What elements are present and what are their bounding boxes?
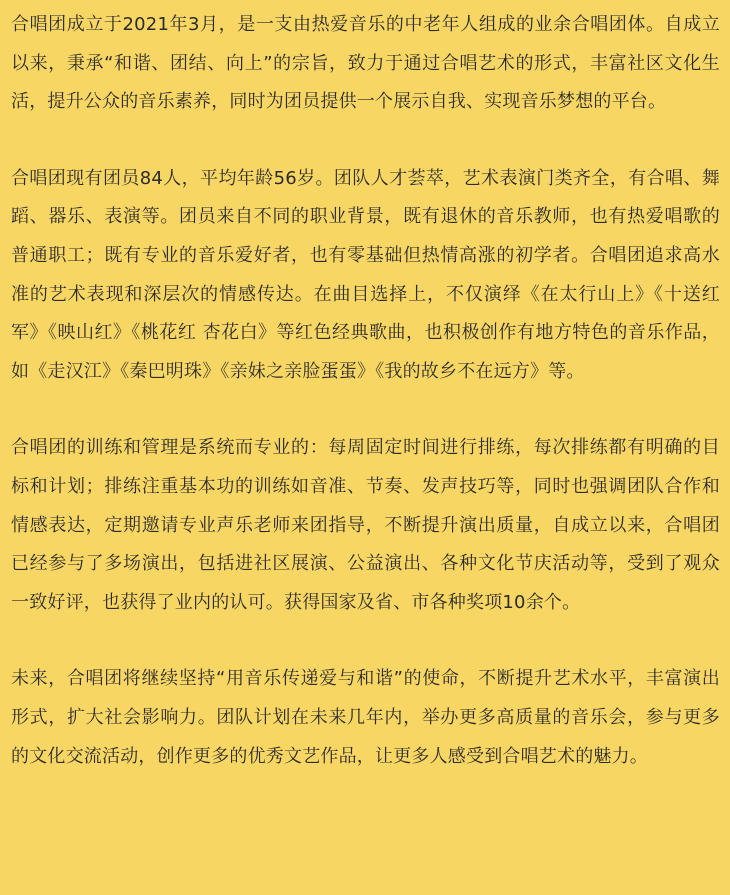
paragraph-founding: 合唱团成立于2021年3月，是一支由热爱音乐的中老年人组成的业余合唱团体。自成立以来，秉承“和谐、团结、向上”的宗旨，致力于通过合唱艺术的形式，丰富社区文化生活，提升公众的音乐素养，同时为团员提供一个展示自我、实现音乐梦想的平台。 xyxy=(11,14,720,113)
paragraph-future: 未来，合唱团将继续坚持“用音乐传递爱与和谐”的使命，不断提升艺术水平，丰富演出形式，扩大社会影响力。团队计划在未来几年内，举办更多高质量的音乐会，参与更多的文化交流活动，创作更多的优秀文艺作品，让更多人感受到合唱艺术的魅力。 xyxy=(11,668,720,767)
paragraph-training: 合唱团的训练和管理是系统而专业的：每周固定时间进行排练，每次排练都有明确的目标和计划；排练注重基本功的训练如音准、节奏、发声技巧等，同时也强调团队合作和情感表达，定期邀请专业声乐老师来团指导，不断提升演出质量，自成立以来，合唱团已经参与了多场演出，包括进社区展演、公益演出、各种文化节庆活动等，受到了观众一致好评，也获得了业内的认可。获得国家及省、市各种奖项10余个。 xyxy=(11,437,720,613)
paragraph-members: 合唱团现有团员84人，平均年龄56岁。团队人才荟萃，艺术表演门类齐全，有合唱、舞蹈、器乐、表演等。团员来自不同的职业背景，既有退休的音乐教师，也有热爱唱歌的普通职工；既有专业的音乐爱好者，也有零基础但热情高涨的初学者。合唱团追求高水准的艺术表现和深层次的情感传达。在曲目选择上，不仅演绎《在太行山上》《十送红军》《映山红》《桃花红 杏花白》等红色经典歌曲，也积极创作有地方特色的音乐作品，如《走汉江》《秦巴明珠》《亲妹之亲脸蛋蛋》《我的故乡不在远方》等。 xyxy=(11,167,720,382)
